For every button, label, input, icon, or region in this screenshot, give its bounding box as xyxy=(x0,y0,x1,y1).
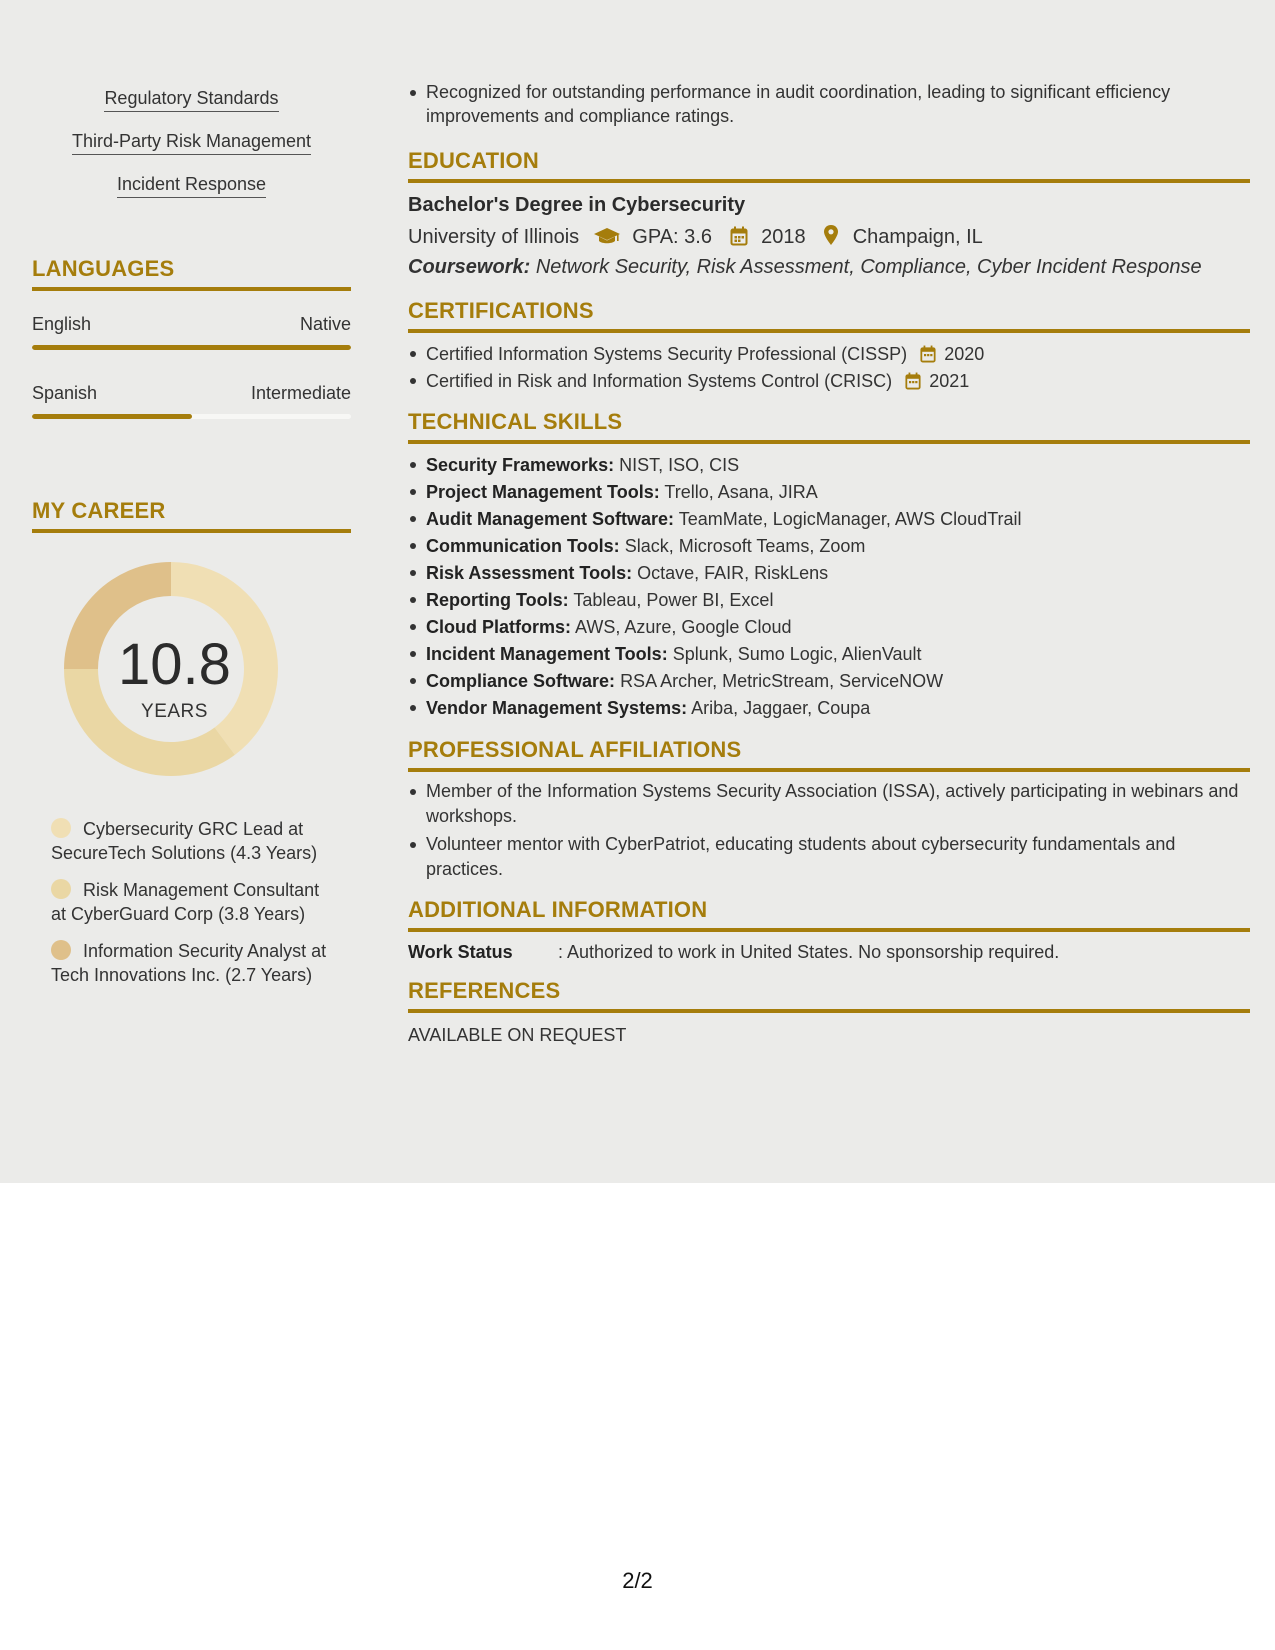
skill-category: Cloud Platforms: xyxy=(426,617,572,637)
affiliations-list xyxy=(408,779,1250,882)
school-name: University of Illinois xyxy=(408,226,580,248)
language-proficiency-bar xyxy=(32,414,351,419)
legend-dot-icon xyxy=(51,940,71,960)
certifications-heading: CERTIFICATIONS xyxy=(408,298,594,323)
skill-values: Trello, Asana, JIRA xyxy=(664,482,818,502)
affiliations-section xyxy=(408,737,1250,882)
work-status-value: : Authorized to work in United States. No sponsorship required. xyxy=(558,942,1060,962)
language-name: English xyxy=(32,314,92,334)
additional-info-heading: ADDITIONAL INFORMATION xyxy=(408,897,708,922)
skill-label: Regulatory Standards xyxy=(104,87,278,112)
affiliations-heading: PROFESSIONAL AFFILIATIONS xyxy=(408,737,742,762)
certifications-list xyxy=(408,341,1250,395)
languages-section xyxy=(32,256,351,419)
list-item xyxy=(408,533,1250,560)
list-item xyxy=(408,368,1250,395)
technical-skills-heading: TECHNICAL SKILLS xyxy=(408,409,623,434)
references-text: AVAILABLE ON REQUEST xyxy=(408,1025,627,1045)
section-divider xyxy=(408,1009,1250,1013)
skill-label: Third-Party Risk Management xyxy=(72,130,311,155)
coursework xyxy=(408,255,1250,279)
skill-values: Ariba, Jaggaer, Coupa xyxy=(691,698,871,718)
gpa: GPA: 3.6 xyxy=(632,226,712,248)
graduation-year: 2018 xyxy=(761,226,806,248)
language-proficiency-bar xyxy=(32,345,351,350)
skill-values: TeamMate, LogicManager, AWS CloudTrail xyxy=(678,509,1022,529)
list-item: Volunteer mentor with CyberPatriot, educating students about cybersecurity fundamentals and practices. xyxy=(408,832,1250,882)
skill-tag xyxy=(32,87,351,112)
career-total-years: 10.8 xyxy=(118,632,231,697)
list-item xyxy=(408,641,1250,668)
education-details xyxy=(408,224,1250,249)
skill-category: Risk Assessment Tools: xyxy=(426,563,633,583)
skill-category: Security Frameworks: xyxy=(426,455,615,475)
skill-values: Splunk, Sumo Logic, AlienVault xyxy=(672,644,922,664)
list-item xyxy=(408,614,1250,641)
skills-list xyxy=(32,87,351,198)
language-item xyxy=(32,313,351,350)
career-legend-label: Risk Management Consultant at CyberGuard Corp (3.8 Years) xyxy=(51,880,320,924)
skill-category: Incident Management Tools: xyxy=(426,644,668,664)
additional-info-section xyxy=(408,897,1250,964)
skill-values: Octave, FAIR, RiskLens xyxy=(637,563,829,583)
education-section xyxy=(408,148,1250,279)
career-legend-item xyxy=(51,939,331,987)
certifications-section xyxy=(408,298,1250,395)
certification-name: Certified Information Systems Security Professional (CISSP) xyxy=(426,344,908,364)
list-item: Recognized for outstanding performance in audit coordination, leading to significant efficiency improvements and compliance ratings. xyxy=(408,80,1250,128)
references-section xyxy=(408,978,1250,1047)
languages-heading: LANGUAGES xyxy=(32,256,175,281)
career-legend xyxy=(51,817,331,987)
skill-tag xyxy=(32,173,351,198)
skill-label: Incident Response xyxy=(117,173,266,198)
coursework-label: Coursework: xyxy=(408,256,531,278)
career-section xyxy=(32,498,351,987)
language-proficiency-fill xyxy=(32,414,192,419)
career-legend-label: Information Security Analyst at Tech Innovations Inc. (2.7 Years) xyxy=(51,941,327,985)
references-heading: REFERENCES xyxy=(408,978,561,1003)
legend-dot-icon xyxy=(51,879,71,899)
skill-category: Vendor Management Systems: xyxy=(426,698,688,718)
graduation-cap-icon xyxy=(593,226,621,246)
certification-name: Certified in Risk and Information Systems Control (CRISC) xyxy=(426,371,893,391)
legend-dot-icon xyxy=(51,818,71,838)
section-divider xyxy=(408,179,1250,183)
list-item: Member of the Information Systems Security Association (ISSA), actively participating in webinars and workshops. xyxy=(408,779,1250,829)
calendar-icon xyxy=(920,345,936,363)
list-item xyxy=(408,695,1250,722)
language-item xyxy=(32,382,351,419)
skill-values: Tableau, Power BI, Excel xyxy=(573,590,774,610)
experience-bullets xyxy=(408,80,1250,128)
section-divider xyxy=(408,329,1250,333)
technical-skills-section xyxy=(408,409,1250,722)
career-heading: MY CAREER xyxy=(32,498,166,523)
career-years-unit: YEARS xyxy=(141,701,208,722)
skill-tag xyxy=(32,130,351,155)
language-level: Intermediate xyxy=(250,383,351,403)
education-heading: EDUCATION xyxy=(408,148,539,173)
section-divider xyxy=(408,768,1250,772)
career-legend-label: Cybersecurity GRC Lead at SecureTech Solutions (4.3 Years) xyxy=(51,819,318,863)
list-item xyxy=(408,668,1250,695)
language-proficiency-fill xyxy=(32,345,351,350)
skill-category: Compliance Software: xyxy=(426,671,616,691)
section-divider xyxy=(408,928,1250,932)
page-number: 2/2 xyxy=(622,1568,653,1593)
list-item xyxy=(408,479,1250,506)
certification-year: 2021 xyxy=(929,371,970,391)
language-level: Native xyxy=(299,314,351,334)
calendar-icon xyxy=(730,226,748,246)
skill-values: Slack, Microsoft Teams, Zoom xyxy=(624,536,866,556)
skill-values: NIST, ISO, CIS xyxy=(619,455,740,475)
list-item xyxy=(408,587,1250,614)
degree-title: Bachelor's Degree in Cybersecurity xyxy=(408,194,746,216)
skill-category: Project Management Tools: xyxy=(426,482,660,502)
location-pin-icon xyxy=(823,224,839,246)
list-item xyxy=(408,452,1250,479)
school-location: Champaign, IL xyxy=(852,226,983,248)
section-divider xyxy=(408,440,1250,444)
career-legend-item xyxy=(51,878,331,926)
language-name: Spanish xyxy=(32,383,98,403)
work-status-row xyxy=(408,940,1250,964)
list-item xyxy=(408,341,1250,368)
skill-category: Communication Tools: xyxy=(426,536,620,556)
certification-year: 2020 xyxy=(944,344,985,364)
section-divider xyxy=(32,287,351,291)
skill-category: Audit Management Software: xyxy=(426,509,675,529)
skill-category: Reporting Tools: xyxy=(426,590,569,610)
skill-values: AWS, Azure, Google Cloud xyxy=(575,617,792,637)
work-status-label: Work Status xyxy=(408,942,513,962)
technical-skills-list xyxy=(408,452,1250,722)
list-item xyxy=(408,506,1250,533)
career-legend-item xyxy=(51,817,331,865)
career-donut-chart xyxy=(32,533,351,793)
list-item xyxy=(408,560,1250,587)
coursework-value: Network Security, Risk Assessment, Compliance, Cyber Incident Response xyxy=(535,256,1202,278)
calendar-icon xyxy=(905,372,921,390)
skill-values: RSA Archer, MetricStream, ServiceNOW xyxy=(620,671,944,691)
